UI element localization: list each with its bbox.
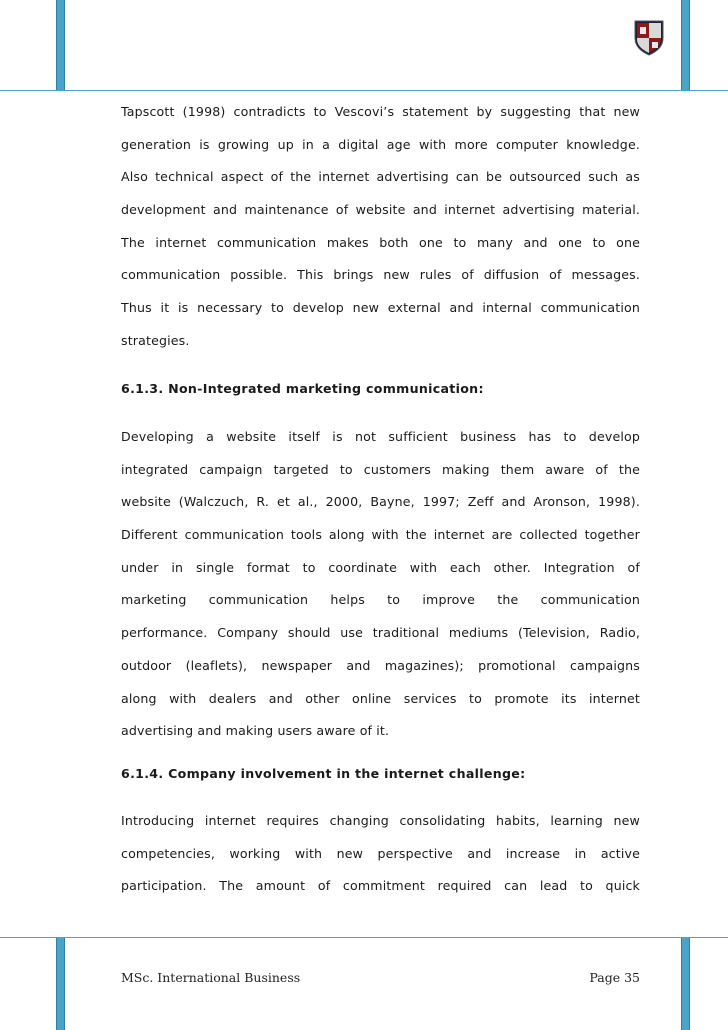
left-top-bar (56, 0, 65, 91)
text-line: Thus it is necessary to develop new external and internal communication (121, 300, 640, 316)
section-heading-6-1-4: 6.1.4. Company involvement in the internet challenge: (121, 766, 526, 781)
text-line: communication possible. This brings new rules of diffusion of messages. (121, 267, 640, 283)
left-bottom-bar (56, 938, 65, 1030)
text-line: generation is growing up in a digital age with more computer knowledge. (121, 136, 640, 152)
right-bottom-bar (681, 938, 690, 1030)
text-line: The internet communication makes both one to many and one to one (121, 234, 640, 250)
text-line: marketing communication helps to improve the communication (121, 592, 640, 608)
text-line: Introducing internet requires changing consolidating habits, learning new (121, 813, 640, 828)
text-line: Developing a website itself is not sufficient business has to develop (121, 429, 640, 444)
text-line: development and maintenance of website and internet advertising material. (121, 202, 640, 218)
text-line: Different communication tools along with the internet are collected together (121, 527, 640, 543)
right-top-bar (681, 0, 690, 91)
text-line: integrated campaign targeted to customers making them aware of the (121, 461, 640, 477)
text-line: participation. The amount of commitment required can lead to quick (121, 878, 640, 894)
text-line: advertising and making users aware of it. (121, 723, 390, 739)
footer-program-name: MSc. International Business (121, 970, 301, 985)
text-line: strategies. (121, 332, 190, 348)
university-crest-icon (634, 20, 664, 56)
footer-page-number: Page 35 (589, 970, 640, 985)
text-line: performance. Company should use traditional mediums (Television, Radio, (121, 625, 640, 641)
section-6-1-3-paragraph (121, 421, 640, 748)
text-line: outdoor (leaflets), newspaper and magazines); promotional campaigns (121, 657, 640, 673)
section-6-1-4-paragraph (121, 805, 640, 903)
footer-rule (0, 937, 728, 938)
text-line: Also technical aspect of the internet advertising can be outsourced such as (121, 169, 640, 185)
text-line: Tapscott (1998) contradicts to Vescovi’s statement by suggesting that new (121, 104, 640, 119)
text-line: along with dealers and other online services to promote its internet (121, 690, 640, 706)
section-heading-6-1-3: 6.1.3. Non-Integrated marketing communication: (121, 381, 484, 396)
text-line: competencies, working with new perspective and increase in active (121, 845, 640, 861)
text-line: website (Walczuch, R. et al., 2000, Bayne, 1997; Zeff and Aronson, 1998). (121, 494, 640, 510)
text-line: under in single format to coordinate with each other. Integration of (121, 559, 640, 575)
header-rule (0, 90, 728, 91)
intro-paragraph (121, 96, 640, 358)
